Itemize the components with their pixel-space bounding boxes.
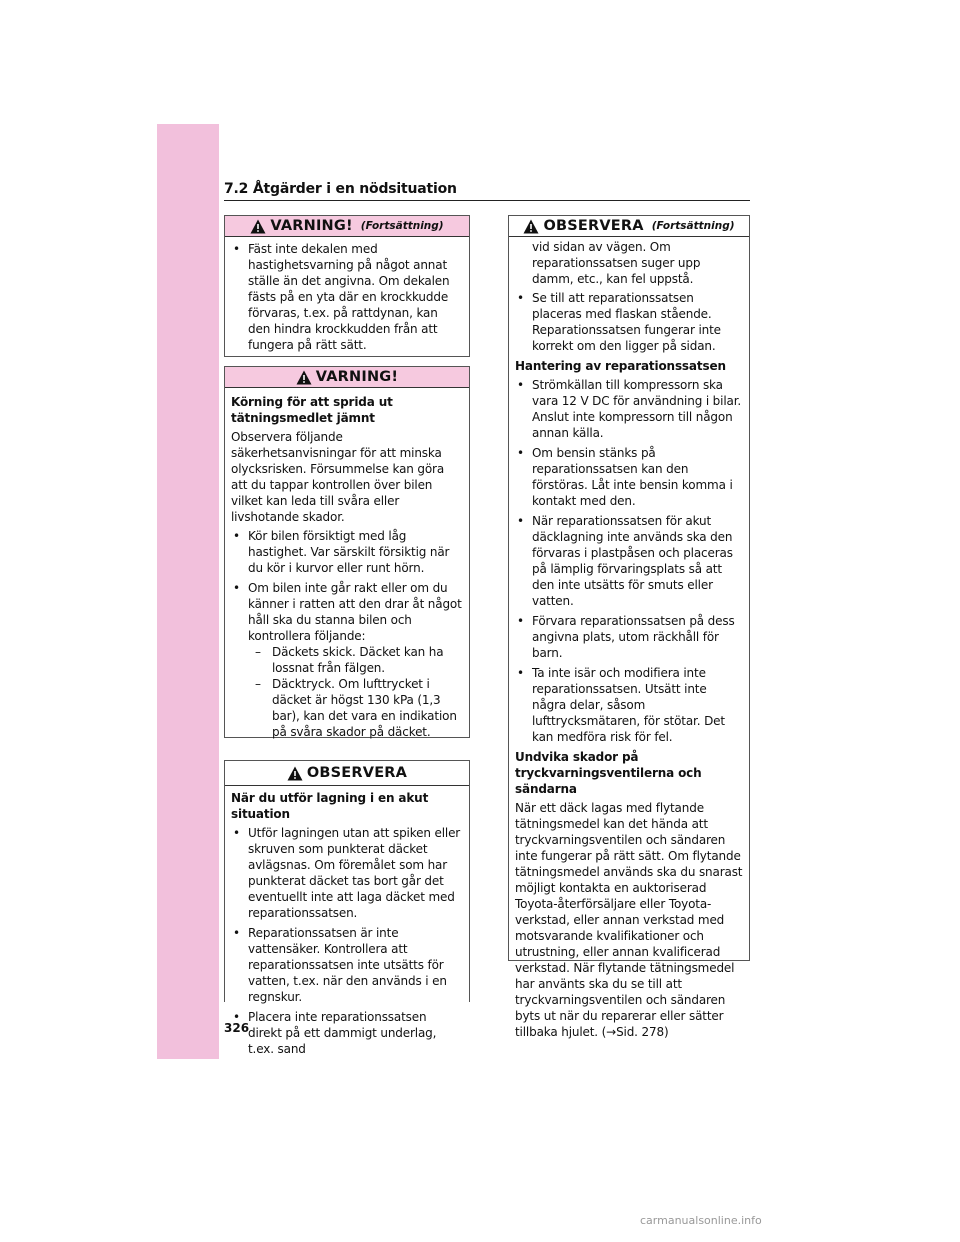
paragraph: När ett däck lagas med flytande tätningsmedel kan det hända att tryckvarningsventilen och sändaren inte fungerar på rätt sätt. Om flytande tätningsmedel används ska du snarast möjligt kontakta en auktoriserad Toyota-återförsäljare eller Toyota-verkstad, eller annan verkstad med motsvarande kvalifikationer och utrustning, eller annan kvalificerad verkstad. När flytande tätningsmedel har använts ska du se till att tryckvarningsventilen och sändaren byts ut när du reparerar eller sätter tillbaka hjulet. (→Sid. 278) (515, 801, 743, 1039)
list-item: • Se till att reparationssatsen placeras med flaskan stående. Reparationssatsen fungerar inte korrekt om den ligger på sidan. (515, 290, 743, 354)
caution-title: OBSERVERA (543, 218, 644, 234)
warning-title: VARNING! (270, 218, 353, 234)
warning-band (225, 216, 469, 237)
caution-band (225, 761, 469, 786)
list-item: • Fäst inte dekalen med hastighetsvarning på något annat ställe än det angivna. Om dekalen fästs på en yta där en krockkudde förvaras, t.ex. på rattdynan, kan den hindra krockkudden från att fungera på rätt sätt. (231, 241, 463, 353)
list-item: • Kör bilen försiktigt med låg hastighet. Var särskilt försiktig när du kör i kurvor eller runt hörn. (231, 528, 463, 576)
list-item: • Ta inte isär och modifiera inte reparationssatsen. Utsätt inte några delar, såsom lufttrycksmätaren, för stötar. Det kan medföra risk för fel. (515, 665, 743, 745)
warning-icon (523, 219, 539, 234)
page-number: 326 (224, 1021, 250, 1035)
warning-box-continued (224, 215, 470, 357)
subheading: Hantering av reparationssatsen (515, 359, 726, 373)
list-item: • Reparationssatsen är inte vattensäker. Kontrollera att reparationssatsen inte utsätts för vatten, t.ex. när den används i en regnskur. (231, 925, 463, 1005)
warning-icon (287, 766, 303, 781)
caution-content (509, 237, 749, 1040)
warning-content (225, 388, 469, 740)
caution-box-continued (508, 215, 750, 1039)
list-item: • Förvara reparationssatsen på dess angivna plats, utom räckhåll för barn. (515, 613, 743, 661)
continued-label: (Fortsättning) (360, 220, 444, 232)
intro-text: Observera följande säkerhetsanvisningar för att minska olycksrisken. Försummelse kan göra att du tappar kontrollen över bilen vilket kan leda till svåra eller livshotande skador. (231, 430, 445, 524)
side-tab (157, 124, 219, 1059)
section-header (224, 178, 750, 201)
list-item: • Strömkällan till kompressorn ska vara 12 V DC för användning i bilar. Anslut inte kompressorn till någon annan källa. (515, 377, 743, 441)
continued-label: (Fortsättning) (651, 220, 735, 232)
list-item (231, 580, 463, 740)
warning-content (225, 237, 469, 353)
caution-content (225, 786, 469, 1057)
list-item-text: Om bilen inte går rakt eller om du känner i ratten att den drar åt något håll ska du stanna bilen och kontrollera följande: (248, 581, 462, 643)
list-item: • Utför lagningen utan att spiken eller skruven som punkterat däcket avlägsnas. Om föremålet som har punkterat däcket tas bort går det eventuellt inte att laga däcket med reparationssatsen. (231, 825, 463, 921)
sub-list-item: – Däcktryck. Om lufttrycket i däcket är högst 130 kPa (1,3 bar), kan det vara en indikation på svåra skador på däcket. (248, 676, 463, 740)
warning-icon (296, 370, 312, 385)
list-item: • Om bensin stänks på reparationssatsen kan den förstöras. Låt inte bensin komma i kontakt med den. (515, 445, 743, 509)
warning-band (225, 367, 469, 388)
sub-list-item: – Däckets skick. Däcket kan ha lossnat från fälgen. (248, 644, 463, 676)
warning-title: VARNING! (315, 369, 399, 385)
section-title: 7.2 Åtgärder i en nödsituation (224, 181, 457, 197)
watermark: carmanualsonline.info (640, 1214, 762, 1227)
subheading: När du utför lagning i en akut situation (231, 791, 429, 821)
caution-band (509, 216, 749, 237)
warning-icon (250, 219, 266, 234)
continued-text: vid sidan av vägen. Om reparationssatsen suger upp damm, etc., kan fel uppstå. (532, 240, 701, 286)
caution-title: OBSERVERA (306, 765, 408, 781)
subheading: Undvika skador på tryckvarningsventilerna och sändarna (515, 750, 702, 796)
warning-box (224, 366, 470, 738)
list-item: • När reparationssatsen för akut däcklagning inte används ska den förvaras i plastpåsen och placeras på lämplig förvaringsplats så att den inte utsätts för smuts eller vatten. (515, 513, 743, 609)
subheading: Körning för att sprida ut tätningsmedlet jämnt (231, 395, 393, 425)
list-item: • Placera inte reparationssatsen direkt på ett dammigt underlag, t.ex. sand (231, 1009, 463, 1057)
